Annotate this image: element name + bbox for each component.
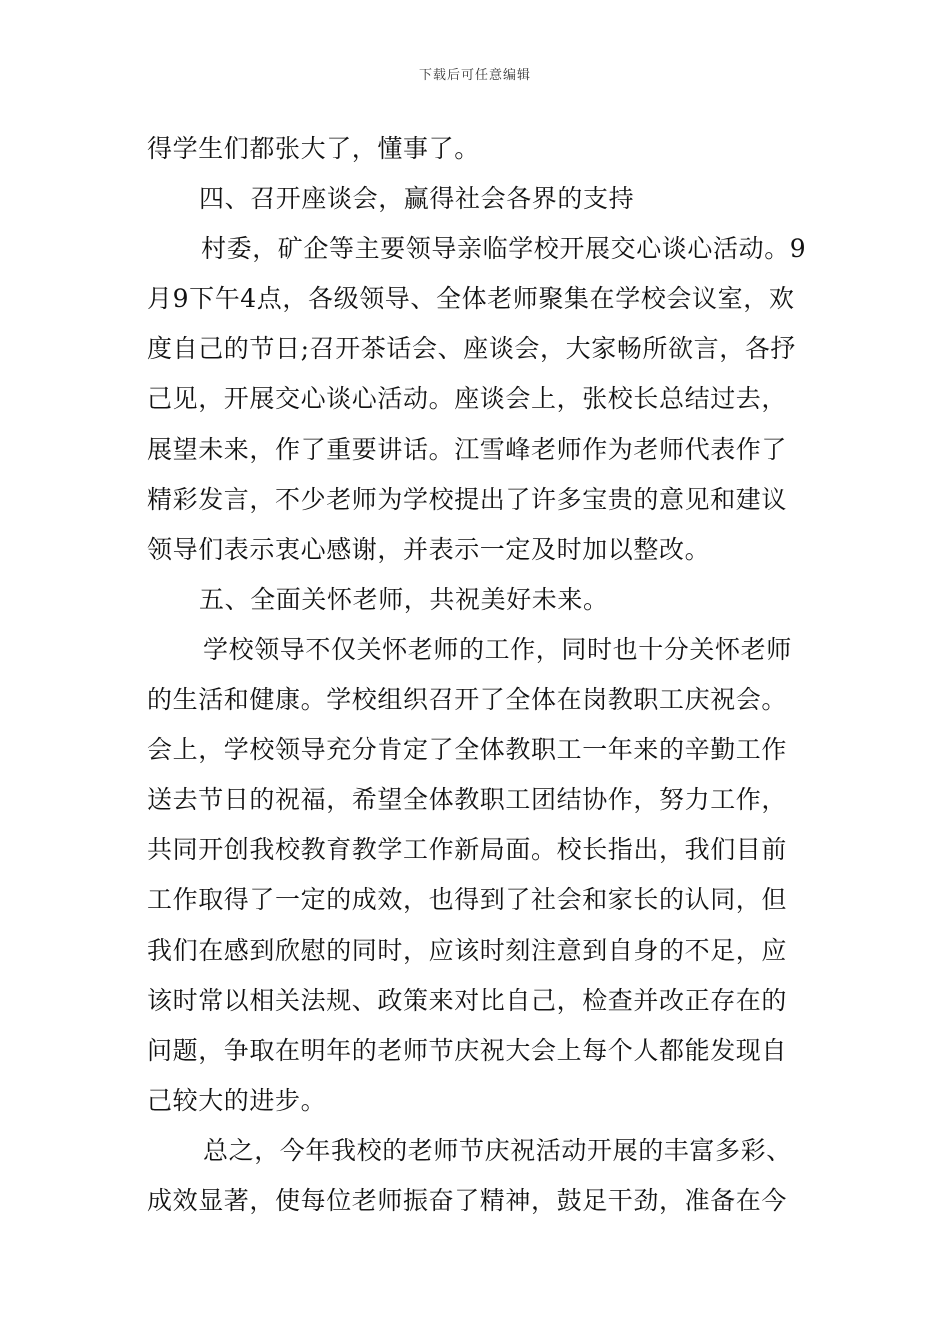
text-line: 月9下午4点，各级领导、全体老师聚集在学校会议室，欢 (147, 284, 795, 314)
text-line: 度自己的节日;召开茶话会、座谈会，大家畅所欲言，各抒 (147, 334, 797, 364)
text-line: 成效显著，使每位老师振奋了精神，鼓足干劲，准备在今 (147, 1185, 788, 1215)
text-line: 领导们表示衷心感谢，并表示一定及时加以整改。 (147, 534, 711, 564)
text-line: 己见，开展交心谈心活动。座谈会上，张校长总结过去， (147, 384, 788, 414)
text-line: 问题，争取在明年的老师节庆祝大会上每个人都能发现自 (147, 1035, 788, 1065)
text-line: 该时常以相关法规、政策来对比自己，检查并改正存在的 (147, 985, 788, 1015)
text-line: 己较大的进步。 (147, 1085, 327, 1115)
text-line: 展望未来，作了重要讲话。江雪峰老师作为老师代表作了 (147, 434, 788, 464)
section-heading-4: 四、召开座谈会，赢得社会各界的支持 (199, 184, 635, 214)
text-line: 学校领导不仅关怀老师的工作，同时也十分关怀老师 (203, 634, 792, 664)
text-line: 总之，今年我校的老师节庆祝活动开展的丰富多彩、 (203, 1135, 792, 1165)
text-line: 共同开创我校教育教学工作新局面。校长指出，我们目前 (147, 835, 788, 865)
text-line: 的生活和健康。学校组织召开了全体在岗教职工庆祝会。 (147, 685, 788, 715)
section-heading-5: 五、全面关怀老师，共祝美好未来。 (199, 584, 609, 614)
text-line: 工作取得了一定的成效，也得到了社会和家长的认同，但 (147, 885, 788, 915)
text-line: 精彩发言，不少老师为学校提出了许多宝贵的意见和建议 (147, 484, 788, 514)
text-line: 我们在感到欣慰的同时，应该时刻注意到自身的不足，应 (147, 935, 788, 965)
text-line: 得学生们都张大了，懂事了。 (147, 134, 480, 163)
document-body (147, 124, 812, 1226)
text-line: 村委，矿企等主要领导亲临学校开展交心谈心活动。9 (201, 234, 807, 264)
text-line: 送去节日的祝福，希望全体教职工团结协作，努力工作， (147, 785, 788, 815)
text-line: 会上，学校领导充分肯定了全体教职工一年来的辛勤工作 (147, 735, 788, 765)
page-header-note: 下载后可任意编辑 (418, 68, 531, 83)
